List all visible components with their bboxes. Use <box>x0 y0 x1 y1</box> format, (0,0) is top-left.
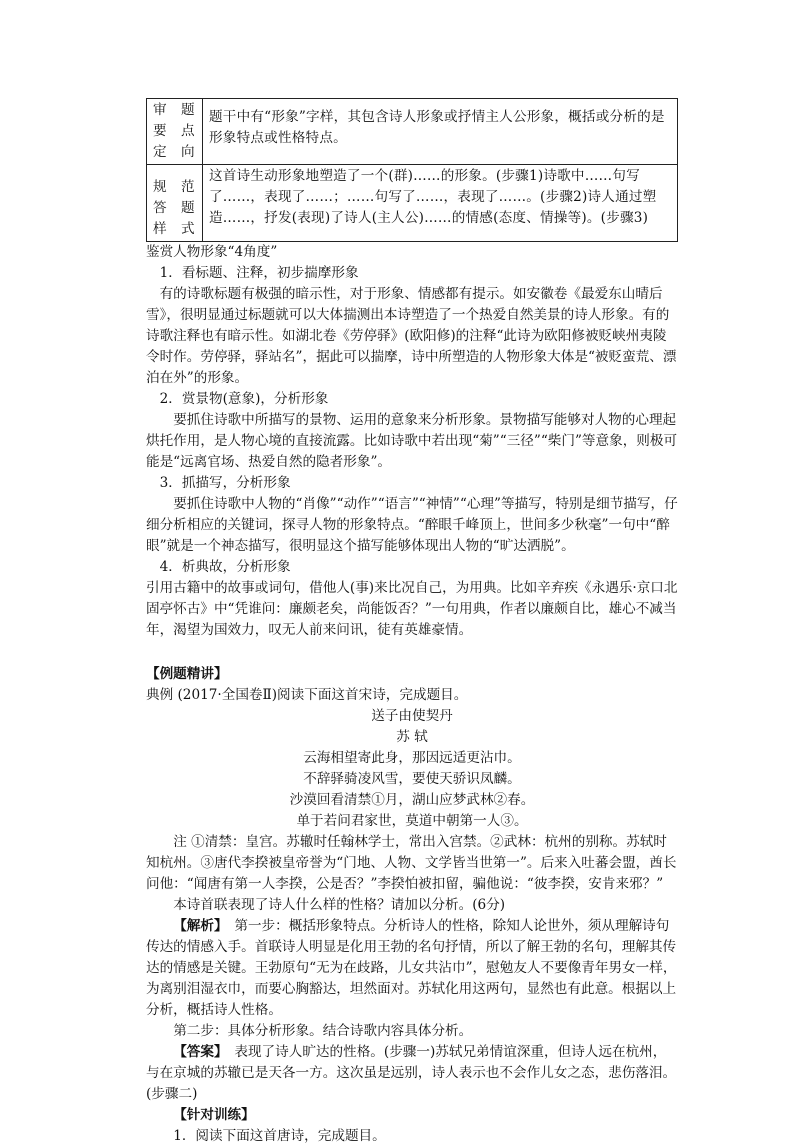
question: 本诗首联表现了诗人什么样的性格？请加以分析。(6分) <box>173 897 506 913</box>
point-heading: 2．赏景物(意象)，分析形象 <box>159 391 329 407</box>
point-heading: 4．析典故，分析形象 <box>159 559 291 575</box>
analysis-paragraph <box>146 916 678 1021</box>
poem-line: 单于若问君家世，莫道中朝第一人③。 <box>296 813 528 829</box>
example-header: 【例题精讲】 <box>146 666 228 682</box>
label-line: 定向 <box>153 144 196 160</box>
analysis-label: 【解析】 <box>173 918 221 934</box>
row-label <box>147 165 203 242</box>
table-row <box>147 165 678 242</box>
answer-label: 【答案】 <box>173 1044 221 1060</box>
point-1 <box>146 263 678 389</box>
label-line: 审 题 <box>153 102 196 118</box>
answer-paragraph <box>146 1042 678 1105</box>
point-2 <box>146 389 678 473</box>
point-4 <box>146 557 678 641</box>
row-text: 这首诗生动形象地塑造了一个(群)……的形象。(步骤1)诗歌中……句写了……，表现了……；……句写了……，表现了……。(步骤2)诗人通过塑造……，抒发(表现)了诗人(主人公)……的情感(态度、情操等)。(步骤3) <box>203 165 678 242</box>
label-line: 样式 <box>153 221 196 237</box>
label-line: 要 点 <box>153 123 196 139</box>
answer-text: 表现了诗人旷达的性格。(步骤一)苏轼兄弟情谊深重，但诗人远在杭州，与在京城的苏辙已是天各一方。这次虽是远别，诗人表示也不会作儿女之态，悲伤落泪。(步骤二) <box>146 1044 677 1102</box>
row-text: 题干中有“形象”字样，其包含诗人形象或抒情主人公形象，概括或分析的是形象特点或性格特点。 <box>203 99 678 165</box>
practice-header: 【针对训练】 <box>173 1107 255 1123</box>
point-body: 要抓住诗歌中所描写的景物、运用的意象来分析形象。景物描写能够对人物的心理起烘托作用，是人物心境的直接流露。比如诗歌中若出现“菊”“三径”“柴门”等意象，则极可能是“远离官场、热爱自然的隐者形象”。 <box>146 412 678 470</box>
example-intro: 典例 (2017·全国卷Ⅱ)阅读下面这首宋诗，完成题目。 <box>146 687 468 703</box>
analysis-step-1: 第一步：概括形象特点。分析诗人的性格，除知人论世外，须从理解诗句传达的情感入手。首联诗人明显是化用王勃的名句抒情，所以了解王勃的名句，理解其传达的情感是关键。王勃原句“无为在歧路，儿女共沾巾”，慰勉友人不要像青年男女一样，为离别泪湿衣巾，而要心胸豁达，坦然面对。苏轼化用这两句，显然也有此意。根据以上分析，概括诗人性格。 <box>146 918 677 1018</box>
poem <box>146 706 678 832</box>
point-body: 有的诗歌标题有极强的暗示性，对于形象、情感都有提示。如安徽卷《最爱东山晴后雪》，很明显通过标题就可以大体揣测出本诗塑造了一个热爱自然美景的诗人形象。有的诗歌注释也有暗示性。如湖北卷《劳停驿》(欧阳修)的注释“此诗为欧阳修被贬峡州夷陵令时作。劳停驿，驿站名”，据此可以揣摩，诗中所塑造的人物形象大体是“被贬蛮荒、漂泊在外”的形象。 <box>146 286 677 386</box>
section-title: 鉴赏人物形象“4角度” <box>146 244 278 260</box>
poem-author: 苏 轼 <box>396 729 428 745</box>
poem-line: 不辞驿骑凌风雪，要使天骄识凤麟。 <box>303 771 521 787</box>
method-table <box>146 98 678 242</box>
poem-line: 沙漠回看清禁①月，湖山应梦武林②春。 <box>289 792 535 808</box>
point-heading: 1．看标题、注释，初步揣摩形象 <box>159 265 359 281</box>
point-3 <box>146 473 678 557</box>
poem-title: 送子由使契丹 <box>371 708 453 724</box>
table-row <box>147 99 678 165</box>
poem-note: 注 ①清禁：皇宫。苏辙时任翰林学士，常出入宫禁。②武林：杭州的别称。苏轼时知杭州。③唐代李揆被皇帝誉为“门地、人物、文学皆当世第一”。后来入吐蕃会盟，酋长问他：“闻唐有第一人李揆，公是否？”李揆怕被扣留，骗他说：“彼李揆，安肯来邪？” <box>146 834 677 892</box>
label-line: 答 题 <box>153 200 196 216</box>
analysis-step-2: 第二步：具体分析形象。结合诗歌内容具体分析。 <box>173 1023 473 1039</box>
poem-line: 云海相望寄此身，那因远适更沾巾。 <box>303 750 521 766</box>
spacer <box>146 641 678 664</box>
row-label <box>147 99 203 165</box>
practice-item-1: 1．阅读下面这首唐诗，完成题目。 <box>173 1128 386 1144</box>
document-page <box>146 98 678 1147</box>
point-heading: 3．抓描写，分析形象 <box>159 475 291 491</box>
point-body: 引用古籍中的故事或词句，借他人(事)来比况自己，为用典。比如辛弃疾《永遇乐·京口北固亭怀古》中“凭谁问：廉颇老矣，尚能饭否？”一句用典，作者以廉颇自比，雄心不减当年，渴望为国效力，叹无人前来问讯，徒有英雄豪情。 <box>146 580 678 638</box>
point-body: 要抓住诗歌中人物的“肖像”“动作”“语言”“神情”“心理”等描写，特别是细节描写，仔细分析相应的关键词，探寻人物的形象特点。“醉眼千峰顶上，世间多少秋毫”一句中“醉眼”就是一个神态描写，很明显这个描写能够体现出人物的“旷达洒脱”。 <box>146 496 678 554</box>
label-line: 规 范 <box>153 179 196 195</box>
